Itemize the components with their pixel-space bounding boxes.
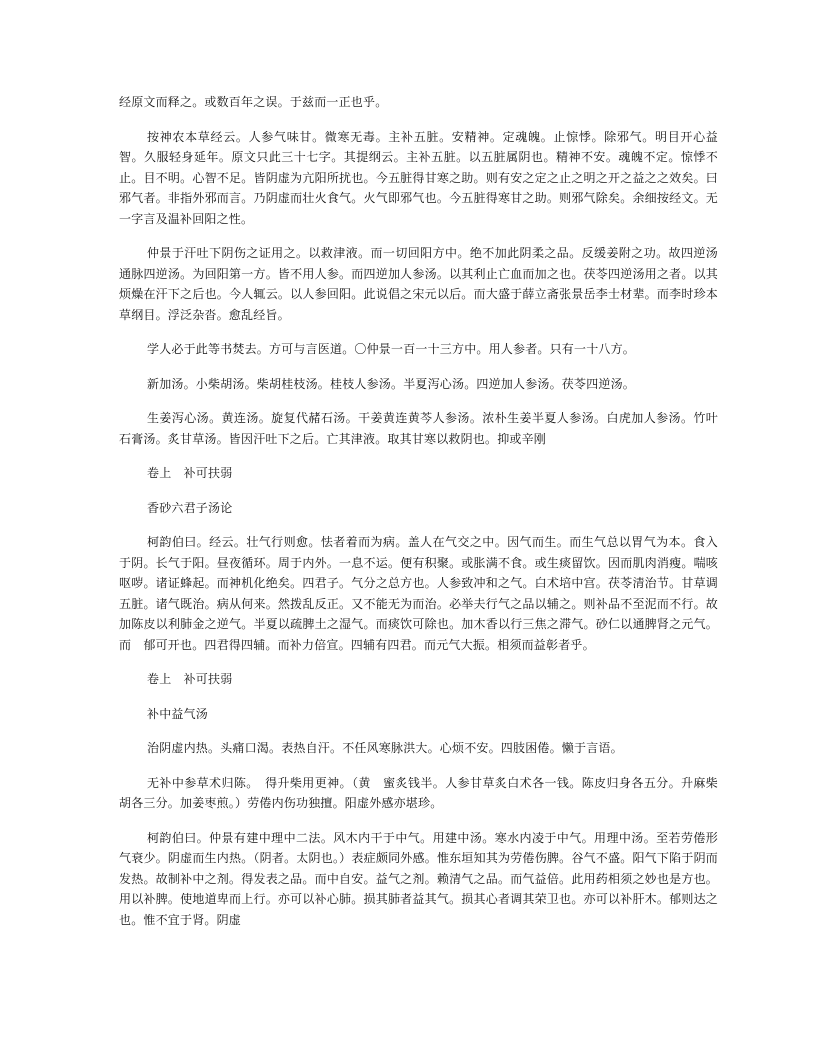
section-heading: 卷上 补可扶弱 [147,672,233,686]
formula-title: 补中益气汤 [147,706,209,721]
paragraph: 柯韵伯曰。经云。壮气行则愈。怯者着而为病。盖人在气交之中。因气而生。而生气总以胃气为本。食入于阴。长气于阳。昼夜循环。周于内外。一息不运。便有积聚。或胀满不食。或生痰留饮。因而肌肉消瘦。喘咳呕哕。诸证蜂起。而神机化绝矣。四君子。气分之总方也。人参致冲和之气。白术培中宫。茯苓清治节。甘草调五脏。诸气既治。病从何来。然拨乱反正。又不能无为而治。必举夫行气之品以辅之。则补品不至泥而不行。故加陈皮以利肺金之逆气。半夏以疏脾土之湿气。而痰饮可除也。加木香以行三焦之滞气。砂仁以通脾肾之元气。而 郁可开也。四君得四辅。而补力倍宣。四辅有四君。而元气大振。相须而益彰者乎。 [119,535,718,652]
paragraph: 无补中参草术归陈。 得升柴用更神。（黄 蜜炙钱半。人参甘草炙白术各一钱。陈皮归身各五分。升麻柴胡各三分。加姜枣煎。）劳倦内伤功独擅。阳虚外感亦堪珍。 [119,775,718,810]
paragraph: 学人必于此等书焚去。方可与言医道。〇仲景一百一十三方中。用人参者。只有一十八方。 [147,342,636,356]
paragraph: 柯韵伯曰。仲景有建中理中二法。风木内干于中气。用建中汤。寒水内凌于中气。用理中汤。至若劳倦形气衰少。阴虚而生内热。（阴者。太阴也。）表症颇同外感。惟东垣知其为劳倦伤脾。谷气不盛。阳气下陷于阴而发热。故制补中之剂。得发表之品。而中自安。益气之剂。赖清气之品。而气益倍。此用药相须之妙也是方也。用以补脾。使地道卑而上行。亦可以补心肺。损其肺者益其气。损其心者调其荣卫也。亦可以补肝木。郁则达之也。惟不宜于肾。阴虚 [119,830,718,927]
paragraph: 新加汤。小柴胡汤。柴胡桂枝汤。桂枝人参汤。半夏泻心汤。四逆加人参汤。茯苓四逆汤。 [147,376,636,391]
paragraph: 治阴虚内热。头痛口渴。表热自汗。不任风寒脉洪大。心烦不安。四肢困倦。懒于言语。 [147,741,623,755]
paragraph: 生姜泻心汤。黄连汤。旋复代赭石汤。干姜黄连黄芩人参汤。浓朴生姜半夏人参汤。白虎加人参汤。竹叶石膏汤。炙甘草汤。皆因汗吐下之后。亡其津液。取其甘寒以救阴也。抑或辛刚 [119,411,718,446]
paragraph: 仲景于汗吐下阴伤之证用之。以救津液。而一切回阳方中。绝不加此阴柔之品。反缓姜附之功。故四逆汤通脉四逆汤。为回阳第一方。皆不用人参。而四逆加人参汤。以其利止亡血而加之也。茯苓四逆汤用之者。以其烦燥在汗下之后也。今人辄云。以人参回阳。此说倡之宋元以后。而大盛于薛立斋张景岳李士材辈。而李时珍本草纲目。浮泛杂沓。愈乱经旨。 [119,246,718,322]
section-heading: 卷上 补可扶弱 [147,466,233,480]
paragraph: 经原文而释之。或数百年之误。于兹而一正也乎。 [119,95,388,109]
paragraph: 按神农本草经云。人参气味甘。微寒无毒。主补五脏。安精神。定魂魄。止惊悸。除邪气。明目开心益智。久服轻身延年。原文只此三十七字。其提纲云。主补五脏。以五脏属阴也。精神不安。魂魄不定。惊悸不止。目不明。心智不足。皆阴虚为亢阳所扰也。今五脏得甘寒之助。则有安之定之止之明之开之益之之效矣。曰邪气者。非指外邪而言。乃阴虚而壮火食气。火气即邪气也。今五脏得寒甘之助。则邪气除矣。余细按经文。无一字言及温补回阳之性。 [119,129,718,226]
formula-title: 香砂六君子汤论 [147,500,233,515]
